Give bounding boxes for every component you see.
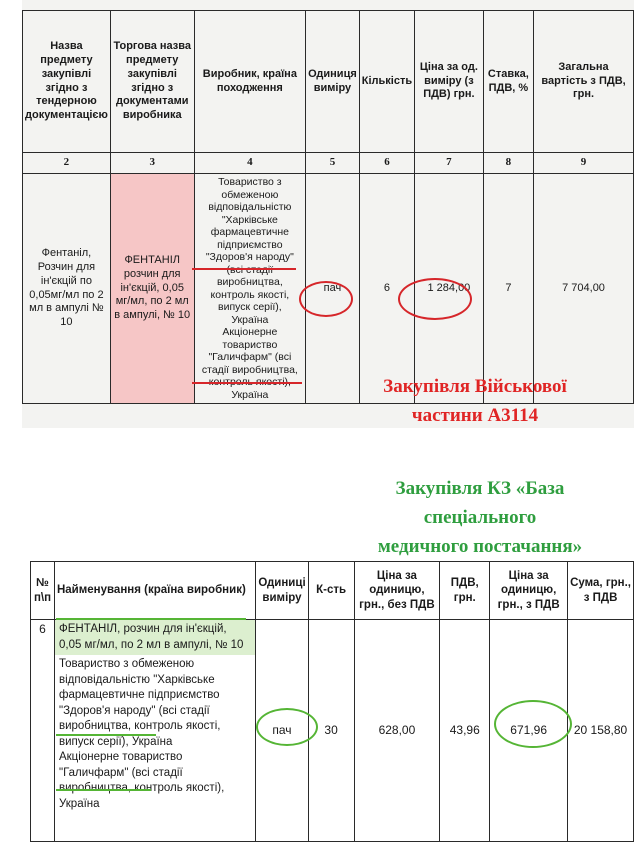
t2-header-quantity: К-сть: [308, 562, 354, 620]
t2-manufacturer: Товариство з обмеженою відповідальністю "Харківське фармацевтичне підприємство "Здоров'я народу" (всі стадії виробництва, контроль якості, випуск серії), Україна Акціонерне товариство "Галичфарм" (всі стадії виробництва, контроль якості), Україна: [58, 658, 225, 810]
t1-header-trade-name: Торгова назва предмету закупівлі згідно з документами виробника: [110, 11, 194, 153]
t1-unit: пач: [306, 174, 360, 404]
t2-header-sum: Сума, грн., з ПДВ: [568, 562, 634, 620]
t1-colnum: 8: [483, 153, 533, 174]
green-underline-galychfarm: [56, 789, 151, 791]
t2-unit: пач: [256, 620, 308, 842]
red-underline-galychfarm: [192, 382, 302, 384]
caption-military-procurement: Закупівля Військової частини А3114: [383, 376, 567, 426]
t1-colnum: 3: [110, 153, 194, 174]
t1-header-price: Ціна за од. виміру (з ПДВ) грн.: [415, 11, 484, 153]
t1-colnum: 5: [306, 153, 360, 174]
t1-header-unit: Одиниця виміру: [306, 11, 360, 153]
t1-colnum: 2: [23, 153, 111, 174]
t1-manufacturer: Товариство з обмеженою відповідальністю "Харківське фармацевтичне підприємство "Здоров'я народу" (всі стадії виробництва, контроль якості, випуск серії), Україна Акціонерне товариство "Галичфарм" (всі стадії виробництва, контроль якості), Україна: [194, 174, 306, 404]
t1-header-manufacturer: Виробник, країна походження: [194, 11, 306, 153]
t2-vat: 43,96: [440, 620, 490, 842]
t1-vat: 7: [483, 174, 533, 404]
t1-colnum: 7: [415, 153, 484, 174]
t2-sum: 20 158,80: [568, 620, 634, 842]
t2-header-vat: ПДВ, грн.: [440, 562, 490, 620]
procurement-table-medical-supply: [30, 561, 634, 842]
t1-quantity: 6: [359, 174, 414, 404]
t1-colnum: 4: [194, 153, 306, 174]
t1-colnum: 9: [534, 153, 634, 174]
t2-price-no-vat: 628,00: [354, 620, 440, 842]
green-underline-zdorovya: [56, 734, 156, 736]
t1-item-name: Фентаніл, Розчин для ін'єкцій по 0,05мг/мл по 2 мл в ампулі № 10: [23, 174, 111, 404]
t1-price: 1 284,00: [415, 174, 484, 404]
t2-item-cell: [54, 620, 255, 842]
t1-header-vat: Ставка, ПДВ, %: [483, 11, 533, 153]
t1-header-total: Загальна вартість з ПДВ, грн.: [534, 11, 634, 153]
t2-quantity: 30: [308, 620, 354, 842]
t2-header-price-with-vat: Ціна за одиницю, грн., з ПДВ: [490, 562, 568, 620]
procurement-table-military: [22, 10, 634, 404]
red-underline-zdorovya: [192, 268, 296, 270]
t1-total: 7 704,00: [534, 174, 634, 404]
t2-header-name: Найменування (країна виробник): [54, 562, 255, 620]
t1-colnum: 6: [359, 153, 414, 174]
t2-item-name: ФЕНТАНІЛ, розчин для ін'єкцій, 0,05 мг/мл, по 2 мл в ампулі, № 10: [55, 620, 255, 655]
t2-header-num: № п\п: [31, 562, 55, 620]
t2-header-price-no-vat: Ціна за одиницю, грн., без ПДВ: [354, 562, 440, 620]
t2-row-num: 6: [31, 620, 55, 842]
t2-price-with-vat: 671,96: [490, 620, 568, 842]
t2-header-unit: Одиниці виміру: [256, 562, 308, 620]
green-underline-header: [56, 618, 246, 620]
t1-trade-name: ФЕНТАНІЛ розчин для ін'єкцій, 0,05 мг/мл, по 2 мл в ампулі, № 10: [110, 174, 194, 404]
t1-header-quantity: Кількість: [359, 11, 414, 153]
caption-medical-supply-procurement: Закупівля КЗ «База спеціального медичного постачання»: [377, 478, 583, 557]
t1-header-name: Назва предмету закупівлі згідно з тендерною документацією: [23, 11, 111, 153]
